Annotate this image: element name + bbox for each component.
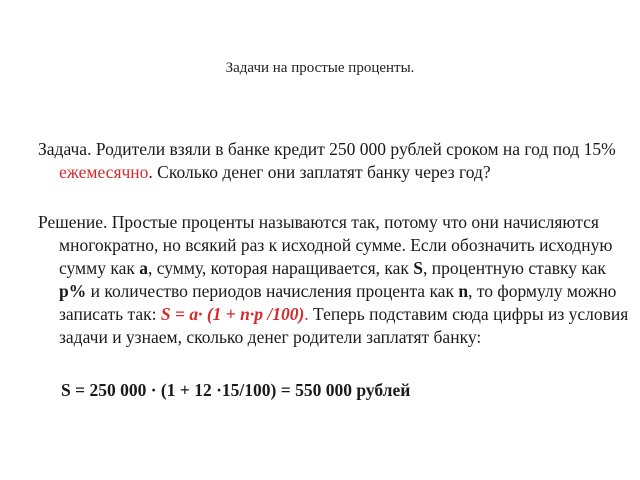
solution-intro: Решение. Простые проценты называются так, потому что они начисляются многократно, но всякий раз к исходной сумме. Если обозначить исходную сумму как (38, 212, 613, 278)
formula-inline: S = a· (1 + n·p /100) (160, 304, 305, 324)
task-text-end: . Сколько денег они заплатят банку через год? (148, 162, 491, 182)
solution-paragraph (38, 211, 631, 349)
solution-text-1: , сумму, которая наращивается, как (147, 258, 414, 278)
task-paragraph (38, 138, 631, 184)
variable-p: р% (59, 281, 87, 301)
solution-text-2: , процентную ставку как (423, 258, 606, 278)
task-text-start: Задача. Родители взяли в банке кредит 250 000 рублей сроком на год под 15% (38, 139, 616, 159)
task-highlight-monthly: ежемесячно (59, 162, 149, 182)
solution-outro: Теперь подставим сюда цифры из условия задачи и узнаем, сколько денег родители заплатят банку: (59, 304, 629, 347)
result-formula: S = 250 000 · (1 + 12 ·15/100) = 550 000 рублей (61, 380, 411, 400)
solution-text-3: и количество периодов начисления процента как (86, 281, 459, 301)
variable-n: n (458, 281, 469, 301)
variable-s: S (413, 258, 424, 278)
variable-a: а (139, 258, 148, 278)
solution-text-4: , то формулу можно записать так: (59, 281, 617, 324)
slide-title: Задачи на простые проценты. (225, 60, 415, 76)
formula-dot: . (304, 304, 309, 324)
